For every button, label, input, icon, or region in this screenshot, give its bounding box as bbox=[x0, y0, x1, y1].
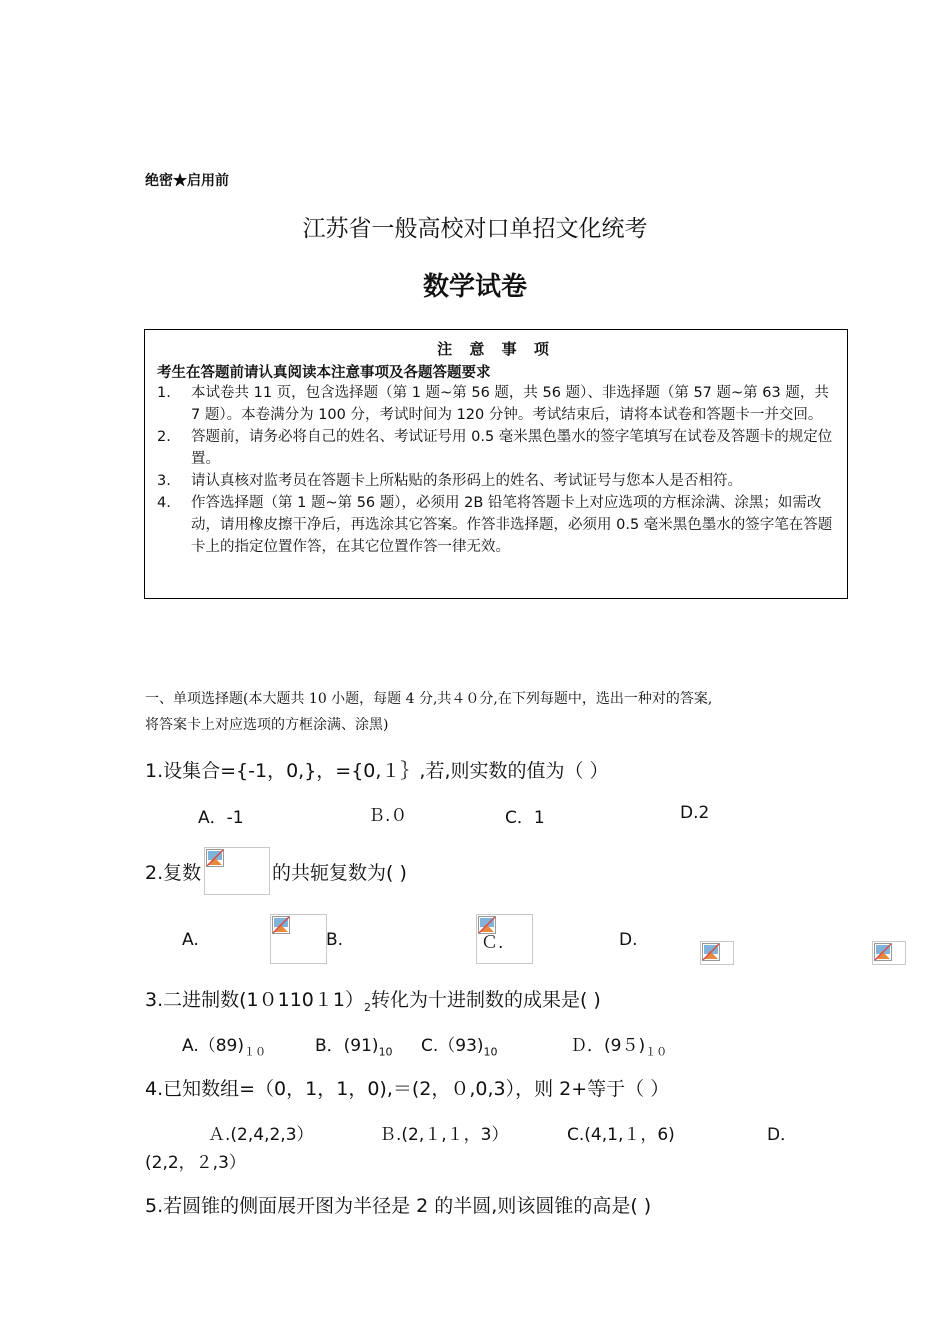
question-4-option-a: Ａ.(2,4,2,3） bbox=[208, 1125, 314, 1145]
notice-item bbox=[157, 492, 847, 558]
question-2-option-c: Ｃ. bbox=[481, 933, 504, 953]
question-3-option-b-text: B．(91) bbox=[315, 1036, 379, 1056]
section-line-1: 一、单项选择题(本大题共 10 小题，每题 4 分,共４０分,在下列每题中，选出一种对的答案, bbox=[145, 691, 713, 707]
section-line-2: 将答案卡上对应选项的方框涂满、涂黑) bbox=[145, 717, 389, 733]
question-3-stem-end: 转化为十进制数的成果是( ) bbox=[370, 989, 601, 1011]
exam-title: 江苏省一般高校对口单招文化统考 bbox=[302, 216, 648, 242]
question-3-option-b bbox=[315, 1031, 393, 1058]
question-3-option-b-sub: 10 bbox=[378, 1045, 393, 1059]
broken-image-placeholder bbox=[204, 847, 270, 895]
question-2-stem-end: 的共轭复数为( ) bbox=[272, 862, 407, 884]
notice-subheading: 考生在答题前请认真阅读本注意事项及各题答题要求 bbox=[157, 365, 491, 381]
question-3-option-a-sub: １０ bbox=[244, 1045, 266, 1059]
question-4-option-d: D． bbox=[767, 1125, 798, 1145]
question-3-stem bbox=[145, 985, 601, 1014]
question-3-option-c bbox=[421, 1031, 498, 1058]
confidential-label: 绝密★启用前 bbox=[145, 173, 229, 189]
question-1-option-c: C．1 bbox=[505, 808, 545, 828]
notice-item bbox=[157, 426, 847, 470]
notice-item-text: 答题前，请务必将自己的姓名、考试证号用 0.5 毫米黑色墨水的签字笔填写在试卷及答题卡的规定位置。 bbox=[191, 429, 833, 467]
notice-item bbox=[157, 470, 847, 492]
notice-item-number: 2. bbox=[157, 429, 171, 445]
notice-item-number: 4. bbox=[157, 495, 171, 511]
question-3-option-c-sub: 10 bbox=[483, 1045, 498, 1059]
question-3-option-a bbox=[182, 1031, 266, 1059]
question-3-option-c-text: C.（93) bbox=[421, 1036, 484, 1056]
section-heading bbox=[145, 686, 712, 738]
notice-box bbox=[144, 329, 848, 599]
question-3-option-d-sub: １０ bbox=[645, 1045, 668, 1059]
broken-image-icon bbox=[874, 943, 892, 961]
question-4-option-d-continued: (2,2，２,3） bbox=[145, 1153, 246, 1173]
question-4-stem: 4.已知数组=（0，1，1，0),＝(2，０,0,3），则 2+等于（ ） bbox=[145, 1078, 670, 1100]
question-3-stem-text: 3.二进制数(1０110１1） bbox=[145, 989, 364, 1011]
notice-heading: 注 意 事 项 bbox=[437, 340, 555, 358]
notice-item-text: 作答选择题（第 1 题~第 56 题），必须用 2B 铅笔将答题卡上对应选项的方框涂满、涂黑；如需改动，请用橡皮擦干净后，再选涂其它答案。作答非选择题，必须用 0.5 毫米黑色墨水的签字笔在答题卡上的指定位置作答，在其它位置作答一律无效。 bbox=[191, 495, 833, 555]
question-4-option-b: Ｂ.(2,１,１，3） bbox=[379, 1125, 509, 1145]
question-2-option-a: A. bbox=[182, 930, 199, 950]
notice-item-text: 请认真核对监考员在答题卡上所粘贴的条形码上的姓名、考试证号与您本人是否相符。 bbox=[191, 473, 742, 489]
broken-image-icon bbox=[206, 849, 224, 867]
question-2-option-b: B. bbox=[326, 930, 344, 950]
question-3-option-d bbox=[570, 1031, 667, 1059]
question-3-option-d-text: Ｄ．(9５) bbox=[570, 1036, 646, 1056]
question-1-option-d: D.2 bbox=[680, 803, 710, 823]
question-5-stem: 5.若圆锥的侧面展开图为半径是 2 的半圆,则该圆锥的高是( ) bbox=[145, 1195, 652, 1217]
question-2-option-d: D. bbox=[619, 930, 638, 950]
notice-item bbox=[157, 382, 847, 426]
broken-image-placeholder bbox=[872, 941, 906, 965]
question-1-option-a: A．-1 bbox=[198, 808, 244, 828]
question-1-stem: 1.设集合={-1，0,}，={0,１｝,若,则实数的值为（ ） bbox=[145, 760, 609, 782]
exam-subject: 数学试卷 bbox=[422, 272, 527, 302]
question-4-option-c: C.(4,1,１，6) bbox=[567, 1125, 675, 1145]
question-3-base: 2 bbox=[363, 1000, 371, 1014]
broken-image-icon bbox=[272, 916, 290, 934]
question-1-option-b: Ｂ.０ bbox=[368, 806, 408, 826]
broken-image-icon bbox=[702, 943, 720, 961]
question-2-stem-start: 2.复数 bbox=[145, 862, 202, 884]
broken-image-placeholder bbox=[270, 914, 327, 964]
notice-item-number: 1. bbox=[157, 385, 171, 401]
notice-item-number: 3. bbox=[157, 473, 171, 489]
broken-image-placeholder bbox=[700, 941, 734, 965]
question-3-option-a-text: A.（89) bbox=[182, 1036, 244, 1056]
notice-item-text: 本试卷共 11 页，包含选择题（第 1 题~第 56 题，共 56 题）、非选择题（第 57 题~第 63 题，共 7 题）。本卷满分为 100 分，考试时间为 120 分钟。考试结束后，请将本试卷和答题卡一并交回。 bbox=[191, 385, 829, 423]
